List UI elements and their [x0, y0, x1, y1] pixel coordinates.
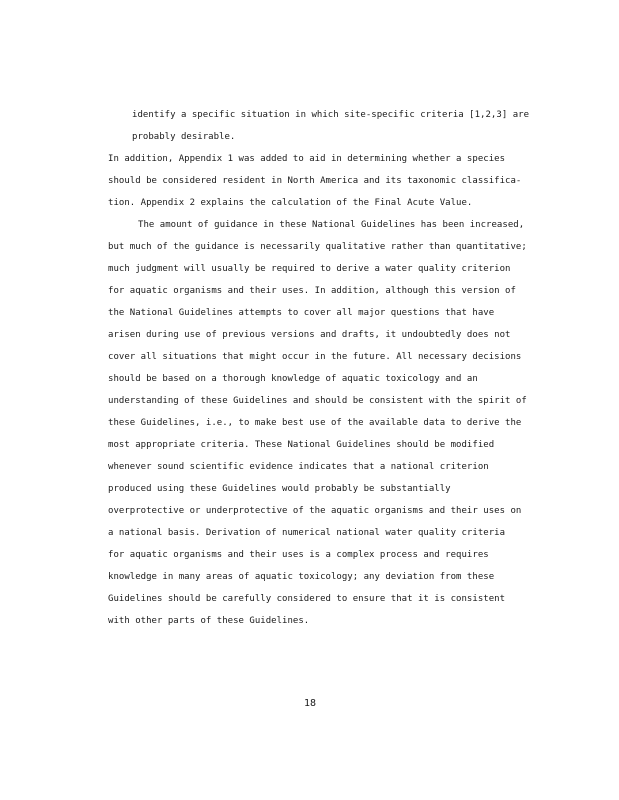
- text-line: most appropriate criteria. These National Guidelines should be modified: [108, 440, 495, 450]
- text-line: cover all situations that might occur in the future. All necessary decisions: [108, 352, 522, 362]
- text-line: much judgment will usually be required to derive a water quality criterion: [108, 264, 511, 274]
- text-line: identify a specific situation in which site-specific criteria [1,2,3] are: [132, 110, 530, 120]
- text-line: should be based on a thorough knowledge of aquatic toxicology and an: [108, 374, 478, 384]
- text-line: knowledge in many areas of aquatic toxicology; any deviation from these: [108, 572, 495, 582]
- text-line: understanding of these Guidelines and should be consistent with the spirit of: [108, 396, 527, 406]
- text-line: produced using these Guidelines would probably be substantially: [108, 484, 451, 494]
- text-line: In addition, Appendix 1 was added to aid in determining whether a species: [108, 154, 506, 164]
- text-line: the National Guidelines attempts to cover all major questions that have: [108, 308, 495, 318]
- text-line: for aquatic organisms and their uses is a complex process and requires: [108, 550, 489, 560]
- text-line: for aquatic organisms and their uses. In addition, although this version of: [108, 286, 516, 296]
- text-line: should be considered resident in North America and its taxonomic classifica-: [108, 176, 522, 186]
- text-line: probably desirable.: [132, 132, 236, 142]
- text-line: overprotective or underprotective of the aquatic organisms and their uses on: [108, 506, 522, 516]
- text-line: a national basis. Derivation of numerical national water quality criteria: [108, 528, 506, 538]
- text-line: arisen during use of previous versions and drafts, it undoubtedly does not: [108, 330, 511, 340]
- text-line: Guidelines should be carefully considered to ensure that it is consistent: [108, 594, 506, 604]
- text-line: with other parts of these Guidelines.: [108, 616, 310, 626]
- text-line: whenever sound scientific evidence indicates that a national criterion: [108, 462, 489, 472]
- text-line: these Guidelines, i.e., to make best use of the available data to derive the: [108, 418, 522, 428]
- text-line: but much of the guidance is necessarily qualitative rather than quantitative;: [108, 242, 527, 252]
- text-line: tion. Appendix 2 explains the calculation of the Final Acute Value.: [108, 198, 473, 208]
- text-line: The amount of guidance in these National Guidelines has been increased,: [138, 220, 525, 230]
- page-number: 18: [303, 698, 317, 709]
